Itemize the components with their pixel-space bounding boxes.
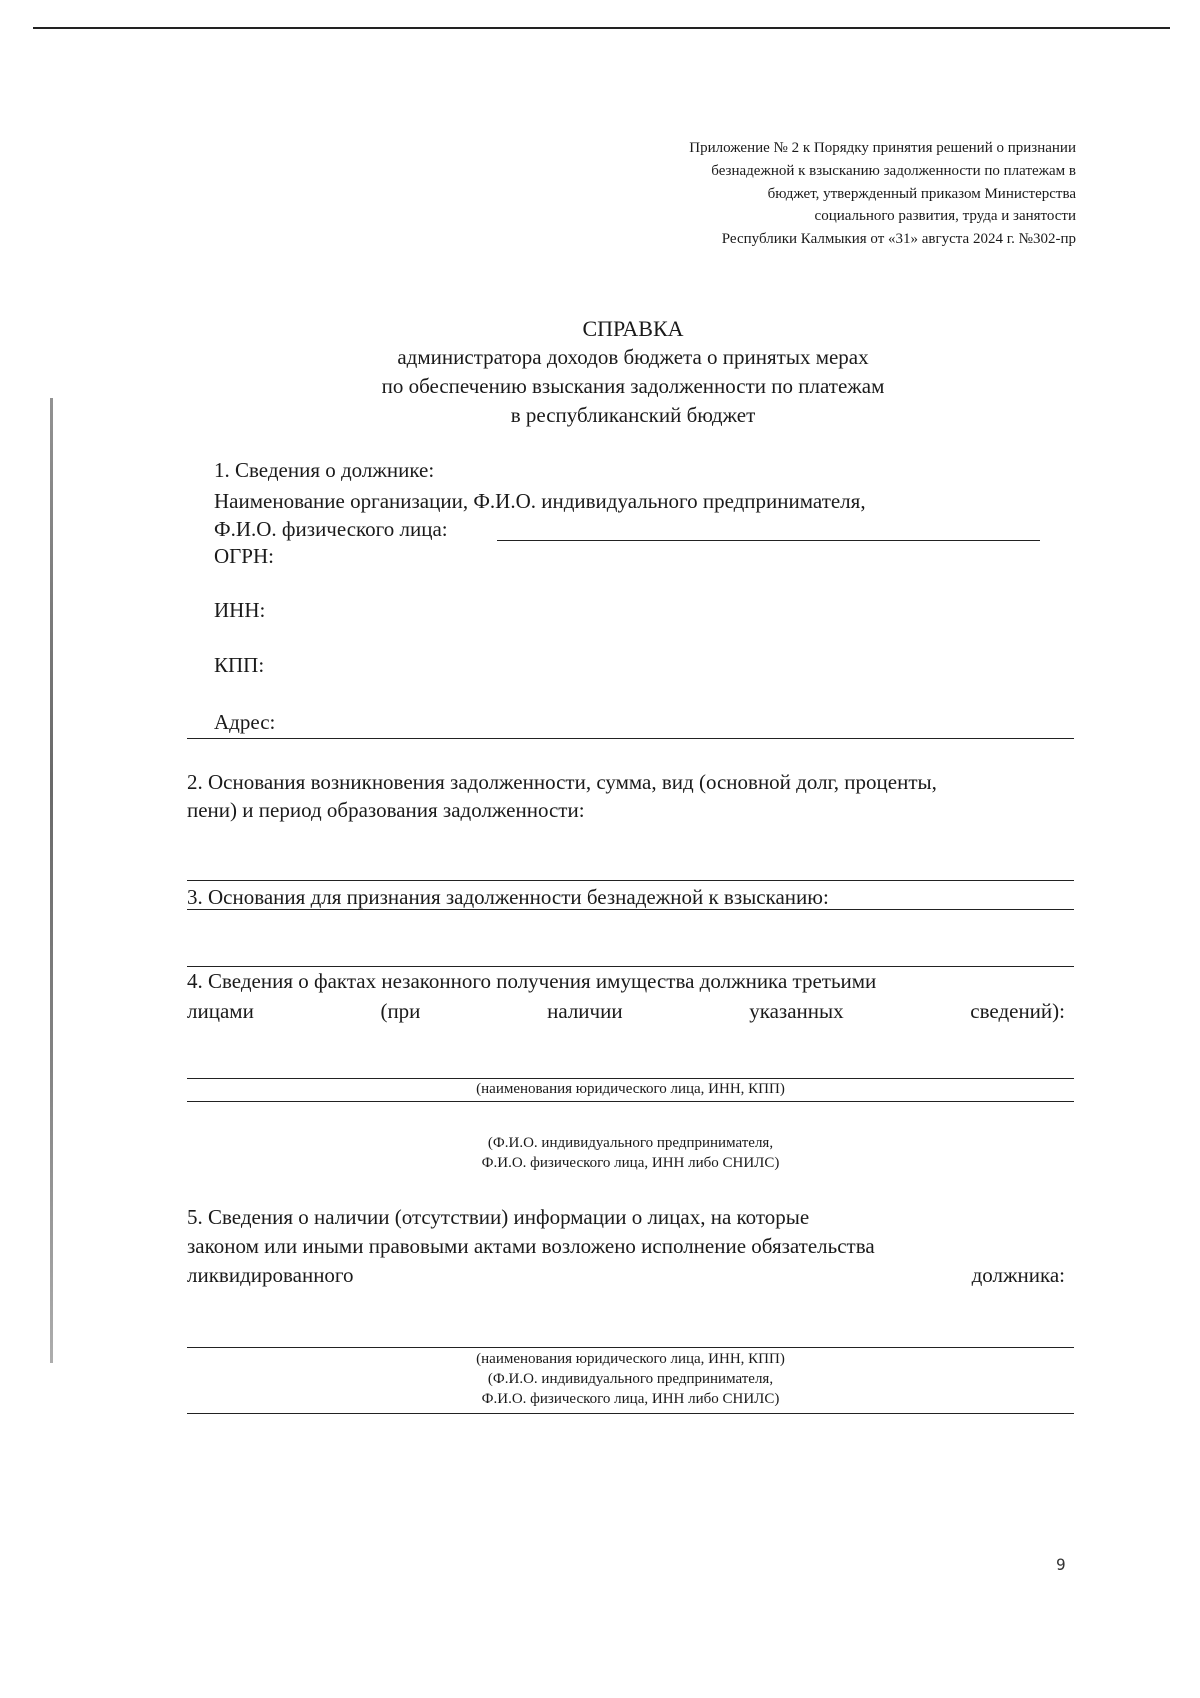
appendix-line: Республики Калмыкия от «31» августа 2024 г. №302-пр: [721, 231, 1076, 248]
address-label: Адрес:: [214, 710, 276, 734]
inn-label: ИНН:: [214, 598, 266, 622]
section4-word: (при: [380, 999, 421, 1023]
section3-line: 3. Основания для признания задолженности безнадежной к взысканию:: [187, 885, 829, 909]
caption-legal-entity: (наименования юридического лица, ИНН, КПП): [476, 1351, 785, 1367]
debtor-name-label: Наименование организации, Ф.И.О. индивидуального предпринимателя,: [214, 489, 866, 513]
appendix-line: бюджет, утвержденный приказом Министерства: [767, 185, 1076, 202]
section1-heading: 1. Сведения о должнике:: [214, 458, 435, 482]
debtor-name-field-line: [497, 540, 1040, 541]
caption-person: (Ф.И.О. индивидуального предпринимателя,: [487, 1135, 774, 1151]
document-title: [240, 314, 1026, 430]
appendix-line: безнадежной к взысканию задолженности по платежам в: [711, 162, 1076, 179]
title-line: в республиканский бюджет: [510, 403, 756, 427]
title-main: СПРАВКА: [582, 316, 684, 341]
section5-word: должника:: [971, 1263, 1065, 1287]
section2-field-line: [187, 880, 1074, 881]
caption-person: Ф.И.О. физического лица, ИНН либо СНИЛС): [481, 1155, 780, 1171]
section4-word: наличии: [547, 999, 623, 1023]
section3-field-line: [187, 966, 1074, 967]
section5-field-line: [187, 1347, 1074, 1348]
scan-edge-mark: [50, 398, 53, 1363]
top-border-rule: [33, 27, 1170, 29]
section5-justified-line: [187, 1262, 1065, 1289]
caption-person: (Ф.И.О. индивидуального предпринимателя,: [487, 1371, 774, 1387]
title-line: по обеспечению взыскания задолженности по платежам: [381, 374, 885, 398]
section2-line: пени) и период образования задолженности:: [187, 798, 585, 822]
section4-line: 4. Сведения о фактах незаконного получения имущества должника третьими: [187, 969, 877, 993]
section5-line: 5. Сведения о наличии (отсутствии) информации о лицах, на которые: [187, 1205, 810, 1229]
section4-word: лицами: [187, 999, 254, 1023]
section3-underline: [187, 909, 1074, 910]
kpp-label: КПП:: [214, 653, 265, 677]
section4-word: сведений):: [970, 999, 1065, 1023]
section5-bottom-line: [187, 1413, 1074, 1414]
page-number: 9: [1056, 1555, 1066, 1574]
appendix-reference: [540, 137, 1076, 251]
section4-person-field-line: [187, 1101, 1074, 1102]
section2-line: 2. Основания возникновения задолженности, сумма, вид (основной долг, проценты,: [187, 770, 937, 794]
debtor-person-label: Ф.И.О. физического лица:: [214, 517, 448, 541]
appendix-line: Приложение № 2 к Порядку принятия решений о признании: [689, 140, 1076, 156]
section4-word: указанных: [749, 999, 844, 1023]
ogrn-label: ОГРН:: [214, 544, 274, 568]
address-field-line: [187, 738, 1074, 739]
section5-word: ликвидированного: [187, 1263, 354, 1287]
caption-person: Ф.И.О. физического лица, ИНН либо СНИЛС): [481, 1391, 780, 1407]
appendix-line: социального развития, труда и занятости: [814, 208, 1076, 225]
section4-justified-line: [187, 998, 1065, 1025]
title-line: администратора доходов бюджета о принятых мерах: [397, 345, 869, 369]
section5-line: законом или иными правовыми актами возложено исполнение обязательства: [187, 1234, 875, 1258]
caption-legal-entity: (наименования юридического лица, ИНН, КПП): [476, 1081, 785, 1097]
